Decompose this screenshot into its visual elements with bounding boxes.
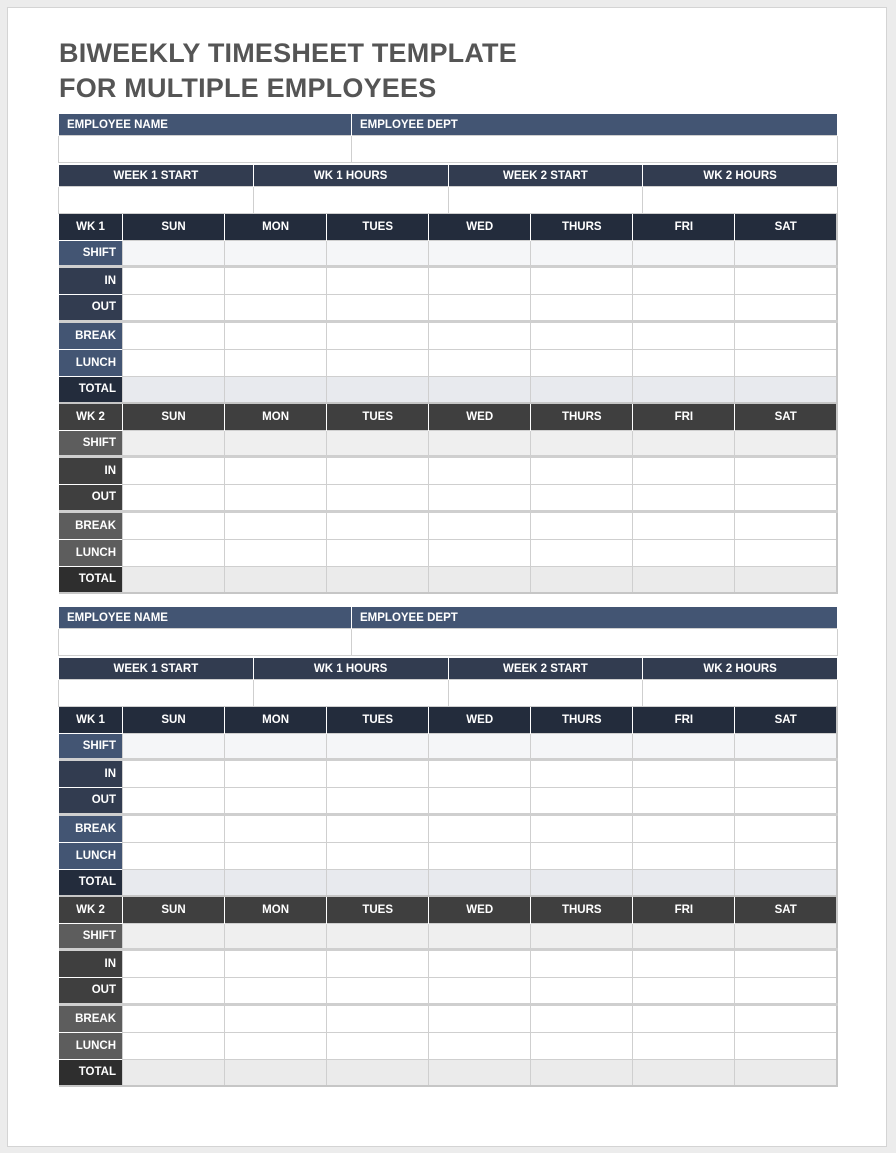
row-in xyxy=(59,949,838,977)
day-header-thurs: THURS xyxy=(531,707,633,733)
cell-in-mon[interactable] xyxy=(225,759,327,787)
cell-lunch-sun[interactable] xyxy=(123,539,225,566)
week-2-grid xyxy=(58,897,838,1087)
day-header-sat: SAT xyxy=(735,897,837,923)
cell-in-thurs[interactable] xyxy=(531,456,633,484)
cell-in-tues[interactable] xyxy=(327,759,429,787)
employee-dept-field[interactable] xyxy=(352,136,838,163)
day-header-fri: FRI xyxy=(633,707,735,733)
cell-total-tues[interactable] xyxy=(327,566,429,593)
cell-lunch-wed[interactable] xyxy=(429,349,531,376)
cell-in-fri[interactable] xyxy=(633,949,735,977)
cell-shift-mon[interactable] xyxy=(225,923,327,949)
cell-shift-sat[interactable] xyxy=(735,923,837,949)
row-label-total: TOTAL xyxy=(59,566,123,593)
cell-shift-fri[interactable] xyxy=(633,240,735,266)
cell-in-tues[interactable] xyxy=(327,266,429,294)
cell-lunch-sat[interactable] xyxy=(735,1032,837,1059)
cell-lunch-thurs[interactable] xyxy=(531,842,633,869)
cell-out-mon[interactable] xyxy=(225,787,327,814)
week-1-grid xyxy=(58,214,838,404)
cell-in-fri[interactable] xyxy=(633,759,735,787)
day-header-fri: FRI xyxy=(633,404,735,430)
week-summary-table xyxy=(58,657,838,707)
cell-total-fri[interactable] xyxy=(633,566,735,593)
wk1-hours-header: WK 1 HOURS xyxy=(253,658,448,680)
day-header-tues: TUES xyxy=(327,897,429,923)
cell-break-fri[interactable] xyxy=(633,321,735,349)
day-header-thurs: THURS xyxy=(531,897,633,923)
cell-break-tues[interactable] xyxy=(327,814,429,842)
cell-break-sat[interactable] xyxy=(735,814,837,842)
day-header-sun: SUN xyxy=(123,214,225,240)
week-2-label: WK 2 xyxy=(59,404,123,430)
day-header-sun: SUN xyxy=(123,404,225,430)
cell-lunch-tues[interactable] xyxy=(327,349,429,376)
cell-break-thurs[interactable] xyxy=(531,511,633,539)
cell-in-mon[interactable] xyxy=(225,266,327,294)
cell-shift-sat[interactable] xyxy=(735,733,837,759)
row-label-in: IN xyxy=(59,759,123,787)
cell-break-sat[interactable] xyxy=(735,1004,837,1032)
cell-total-sat[interactable] xyxy=(735,376,837,403)
row-label-in: IN xyxy=(59,949,123,977)
row-out xyxy=(59,977,838,1004)
cell-shift-thurs[interactable] xyxy=(531,923,633,949)
cell-lunch-wed[interactable] xyxy=(429,1032,531,1059)
cell-out-fri[interactable] xyxy=(633,787,735,814)
row-label-out: OUT xyxy=(59,787,123,814)
row-label-lunch: LUNCH xyxy=(59,842,123,869)
row-in xyxy=(59,266,838,294)
cell-total-wed[interactable] xyxy=(429,869,531,896)
cell-shift-thurs[interactable] xyxy=(531,240,633,266)
cell-out-sun[interactable] xyxy=(123,294,225,321)
cell-total-thurs[interactable] xyxy=(531,869,633,896)
cell-lunch-wed[interactable] xyxy=(429,539,531,566)
week-2-label: WK 2 xyxy=(59,897,123,923)
cell-break-wed[interactable] xyxy=(429,321,531,349)
wk1-hours-field[interactable] xyxy=(253,680,448,707)
day-header-sun: SUN xyxy=(123,897,225,923)
cell-out-tues[interactable] xyxy=(327,787,429,814)
cell-break-wed[interactable] xyxy=(429,511,531,539)
row-total xyxy=(59,376,838,403)
employee-name-header: EMPLOYEE NAME xyxy=(59,607,352,629)
row-label-out: OUT xyxy=(59,294,123,321)
cell-shift-sun[interactable] xyxy=(123,923,225,949)
cell-total-fri[interactable] xyxy=(633,1059,735,1086)
row-out xyxy=(59,787,838,814)
cell-total-thurs[interactable] xyxy=(531,1059,633,1086)
row-lunch xyxy=(59,349,838,376)
day-header-sat: SAT xyxy=(735,404,837,430)
employee-info-table xyxy=(58,113,838,163)
cell-lunch-sun[interactable] xyxy=(123,1032,225,1059)
employee-dept-header: EMPLOYEE DEPT xyxy=(352,607,838,629)
cell-out-fri[interactable] xyxy=(633,484,735,511)
cell-shift-sun[interactable] xyxy=(123,733,225,759)
day-header-wed: WED xyxy=(429,897,531,923)
row-total xyxy=(59,1059,838,1086)
row-total xyxy=(59,869,838,896)
cell-lunch-tues[interactable] xyxy=(327,842,429,869)
cell-in-thurs[interactable] xyxy=(531,759,633,787)
cell-in-thurs[interactable] xyxy=(531,266,633,294)
row-shift xyxy=(59,240,838,266)
day-header-mon: MON xyxy=(225,707,327,733)
wk2-hours-header: WK 2 HOURS xyxy=(643,658,838,680)
cell-break-mon[interactable] xyxy=(225,814,327,842)
cell-shift-mon[interactable] xyxy=(225,733,327,759)
cell-out-sun[interactable] xyxy=(123,977,225,1004)
day-header-wed: WED xyxy=(429,707,531,733)
cell-total-tues[interactable] xyxy=(327,376,429,403)
cell-total-tues[interactable] xyxy=(327,1059,429,1086)
row-label-total: TOTAL xyxy=(59,869,123,896)
cell-total-sun[interactable] xyxy=(123,1059,225,1086)
cell-break-fri[interactable] xyxy=(633,511,735,539)
cell-break-thurs[interactable] xyxy=(531,321,633,349)
cell-out-wed[interactable] xyxy=(429,977,531,1004)
cell-total-fri[interactable] xyxy=(633,869,735,896)
cell-in-sun[interactable] xyxy=(123,759,225,787)
cell-out-wed[interactable] xyxy=(429,294,531,321)
cell-total-tues[interactable] xyxy=(327,869,429,896)
cell-total-thurs[interactable] xyxy=(531,376,633,403)
document-page xyxy=(7,7,887,1147)
cell-total-sun[interactable] xyxy=(123,376,225,403)
cell-in-tues[interactable] xyxy=(327,949,429,977)
cell-shift-sat[interactable] xyxy=(735,240,837,266)
cell-lunch-sat[interactable] xyxy=(735,349,837,376)
wk1-hours-header: WK 1 HOURS xyxy=(253,165,448,187)
row-label-lunch: LUNCH xyxy=(59,349,123,376)
cell-total-mon[interactable] xyxy=(225,376,327,403)
cell-out-wed[interactable] xyxy=(429,787,531,814)
cell-break-sun[interactable] xyxy=(123,1004,225,1032)
cell-lunch-thurs[interactable] xyxy=(531,539,633,566)
cell-out-sat[interactable] xyxy=(735,977,837,1004)
cell-total-wed[interactable] xyxy=(429,1059,531,1086)
day-header-mon: MON xyxy=(225,214,327,240)
week1-start-field[interactable] xyxy=(59,187,254,214)
cell-total-wed[interactable] xyxy=(429,566,531,593)
cell-in-mon[interactable] xyxy=(225,456,327,484)
cell-out-mon[interactable] xyxy=(225,484,327,511)
cell-in-wed[interactable] xyxy=(429,266,531,294)
cell-break-tues[interactable] xyxy=(327,511,429,539)
cell-out-thurs[interactable] xyxy=(531,787,633,814)
row-total xyxy=(59,566,838,593)
week-summary-table xyxy=(58,164,838,214)
row-out xyxy=(59,484,838,511)
cell-lunch-thurs[interactable] xyxy=(531,1032,633,1059)
cell-total-sun[interactable] xyxy=(123,566,225,593)
cell-break-mon[interactable] xyxy=(225,1004,327,1032)
cell-shift-fri[interactable] xyxy=(633,733,735,759)
cell-break-sun[interactable] xyxy=(123,814,225,842)
cell-out-tues[interactable] xyxy=(327,484,429,511)
cell-shift-mon[interactable] xyxy=(225,240,327,266)
cell-break-fri[interactable] xyxy=(633,814,735,842)
cell-out-sat[interactable] xyxy=(735,294,837,321)
employee-dept-header: EMPLOYEE DEPT xyxy=(352,114,838,136)
row-label-in: IN xyxy=(59,266,123,294)
day-header-wed: WED xyxy=(429,214,531,240)
week1-start-header: WEEK 1 START xyxy=(59,658,254,680)
cell-break-tues[interactable] xyxy=(327,1004,429,1032)
week-2-grid xyxy=(58,404,838,594)
cell-lunch-tues[interactable] xyxy=(327,539,429,566)
cell-in-wed[interactable] xyxy=(429,949,531,977)
row-break xyxy=(59,321,838,349)
employee-timesheet-block xyxy=(58,606,838,1087)
day-header-wed: WED xyxy=(429,404,531,430)
row-lunch xyxy=(59,842,838,869)
cell-shift-tues[interactable] xyxy=(327,240,429,266)
wk2-hours-field[interactable] xyxy=(643,680,838,707)
cell-total-sat[interactable] xyxy=(735,1059,837,1086)
employee-info-table xyxy=(58,606,838,656)
cell-total-mon[interactable] xyxy=(225,1059,327,1086)
day-header-fri: FRI xyxy=(633,897,735,923)
cell-out-tues[interactable] xyxy=(327,977,429,1004)
cell-break-thurs[interactable] xyxy=(531,814,633,842)
title-line-1: BIWEEKLY TIMESHEET TEMPLATE xyxy=(59,38,517,68)
cell-break-tues[interactable] xyxy=(327,321,429,349)
cell-shift-mon[interactable] xyxy=(225,430,327,456)
cell-lunch-tues[interactable] xyxy=(327,1032,429,1059)
cell-break-sun[interactable] xyxy=(123,321,225,349)
cell-in-sat[interactable] xyxy=(735,456,837,484)
day-header-tues: TUES xyxy=(327,707,429,733)
row-label-shift: SHIFT xyxy=(59,240,123,266)
day-header-thurs: THURS xyxy=(531,214,633,240)
cell-in-sun[interactable] xyxy=(123,456,225,484)
cell-total-mon[interactable] xyxy=(225,869,327,896)
day-header-tues: TUES xyxy=(327,404,429,430)
cell-lunch-fri[interactable] xyxy=(633,842,735,869)
cell-shift-tues[interactable] xyxy=(327,733,429,759)
cell-shift-sat[interactable] xyxy=(735,430,837,456)
cell-lunch-fri[interactable] xyxy=(633,1032,735,1059)
employee-name-header: EMPLOYEE NAME xyxy=(59,114,352,136)
row-label-break: BREAK xyxy=(59,1004,123,1032)
row-shift xyxy=(59,430,838,456)
row-label-lunch: LUNCH xyxy=(59,539,123,566)
cell-lunch-sat[interactable] xyxy=(735,842,837,869)
cell-in-mon[interactable] xyxy=(225,949,327,977)
cell-in-wed[interactable] xyxy=(429,456,531,484)
cell-lunch-mon[interactable] xyxy=(225,842,327,869)
row-label-shift: SHIFT xyxy=(59,923,123,949)
row-label-out: OUT xyxy=(59,977,123,1004)
week-1-label: WK 1 xyxy=(59,707,123,733)
cell-out-wed[interactable] xyxy=(429,484,531,511)
cell-lunch-mon[interactable] xyxy=(225,539,327,566)
cell-break-wed[interactable] xyxy=(429,1004,531,1032)
cell-break-thurs[interactable] xyxy=(531,1004,633,1032)
cell-in-thurs[interactable] xyxy=(531,949,633,977)
cell-shift-fri[interactable] xyxy=(633,430,735,456)
row-label-shift: SHIFT xyxy=(59,430,123,456)
cell-shift-wed[interactable] xyxy=(429,733,531,759)
row-label-total: TOTAL xyxy=(59,376,123,403)
cell-shift-tues[interactable] xyxy=(327,430,429,456)
row-break xyxy=(59,1004,838,1032)
cell-in-fri[interactable] xyxy=(633,266,735,294)
day-header-tues: TUES xyxy=(327,214,429,240)
cell-shift-tues[interactable] xyxy=(327,923,429,949)
day-header-mon: MON xyxy=(225,897,327,923)
row-label-lunch: LUNCH xyxy=(59,1032,123,1059)
cell-total-sun[interactable] xyxy=(123,869,225,896)
cell-out-thurs[interactable] xyxy=(531,977,633,1004)
row-break xyxy=(59,511,838,539)
cell-lunch-mon[interactable] xyxy=(225,349,327,376)
employee-name-field[interactable] xyxy=(59,136,352,163)
row-label-total: TOTAL xyxy=(59,1059,123,1086)
week1-start-header: WEEK 1 START xyxy=(59,165,254,187)
cell-break-sat[interactable] xyxy=(735,321,837,349)
wk2-hours-field[interactable] xyxy=(643,187,838,214)
day-header-sat: SAT xyxy=(735,707,837,733)
cell-out-sun[interactable] xyxy=(123,787,225,814)
cell-break-fri[interactable] xyxy=(633,1004,735,1032)
row-lunch xyxy=(59,539,838,566)
wk1-hours-field[interactable] xyxy=(253,187,448,214)
title-line-2: FOR MULTIPLE EMPLOYEES xyxy=(59,73,437,103)
employee-name-field[interactable] xyxy=(59,629,352,656)
row-shift xyxy=(59,733,838,759)
cell-break-mon[interactable] xyxy=(225,511,327,539)
row-break xyxy=(59,814,838,842)
row-in xyxy=(59,759,838,787)
row-label-break: BREAK xyxy=(59,511,123,539)
row-label-break: BREAK xyxy=(59,321,123,349)
row-out xyxy=(59,294,838,321)
cell-in-sat[interactable] xyxy=(735,266,837,294)
cell-in-sat[interactable] xyxy=(735,949,837,977)
wk2-hours-header: WK 2 HOURS xyxy=(643,165,838,187)
cell-lunch-mon[interactable] xyxy=(225,1032,327,1059)
cell-break-sat[interactable] xyxy=(735,511,837,539)
cell-lunch-sun[interactable] xyxy=(123,349,225,376)
cell-shift-wed[interactable] xyxy=(429,430,531,456)
cell-out-fri[interactable] xyxy=(633,294,735,321)
cell-break-mon[interactable] xyxy=(225,321,327,349)
cell-in-fri[interactable] xyxy=(633,456,735,484)
cell-out-tues[interactable] xyxy=(327,294,429,321)
cell-break-sun[interactable] xyxy=(123,511,225,539)
cell-out-sat[interactable] xyxy=(735,787,837,814)
week1-start-field[interactable] xyxy=(59,680,254,707)
day-header-mon: MON xyxy=(225,404,327,430)
cell-break-wed[interactable] xyxy=(429,814,531,842)
cell-total-sat[interactable] xyxy=(735,869,837,896)
cell-lunch-fri[interactable] xyxy=(633,539,735,566)
cell-in-tues[interactable] xyxy=(327,456,429,484)
cell-out-mon[interactable] xyxy=(225,977,327,1004)
row-in xyxy=(59,456,838,484)
cell-shift-sun[interactable] xyxy=(123,240,225,266)
cell-total-thurs[interactable] xyxy=(531,566,633,593)
cell-shift-wed[interactable] xyxy=(429,923,531,949)
cell-shift-sun[interactable] xyxy=(123,430,225,456)
week-1-grid xyxy=(58,707,838,897)
day-header-fri: FRI xyxy=(633,214,735,240)
cell-out-thurs[interactable] xyxy=(531,484,633,511)
cell-lunch-thurs[interactable] xyxy=(531,349,633,376)
day-header-sun: SUN xyxy=(123,707,225,733)
cell-out-thurs[interactable] xyxy=(531,294,633,321)
cell-total-mon[interactable] xyxy=(225,566,327,593)
employee-dept-field[interactable] xyxy=(352,629,838,656)
cell-in-wed[interactable] xyxy=(429,759,531,787)
cell-out-sun[interactable] xyxy=(123,484,225,511)
week2-start-field[interactable] xyxy=(448,187,643,214)
cell-in-sat[interactable] xyxy=(735,759,837,787)
cell-out-mon[interactable] xyxy=(225,294,327,321)
week2-start-header: WEEK 2 START xyxy=(448,165,643,187)
cell-in-sun[interactable] xyxy=(123,949,225,977)
cell-total-wed[interactable] xyxy=(429,376,531,403)
cell-lunch-wed[interactable] xyxy=(429,842,531,869)
week2-start-field[interactable] xyxy=(448,680,643,707)
cell-shift-wed[interactable] xyxy=(429,240,531,266)
cell-lunch-sun[interactable] xyxy=(123,842,225,869)
cell-lunch-sat[interactable] xyxy=(735,539,837,566)
row-label-break: BREAK xyxy=(59,814,123,842)
cell-shift-fri[interactable] xyxy=(633,923,735,949)
week-1-label: WK 1 xyxy=(59,214,123,240)
cell-total-sat[interactable] xyxy=(735,566,837,593)
day-header-thurs: THURS xyxy=(531,404,633,430)
cell-in-sun[interactable] xyxy=(123,266,225,294)
week2-start-header: WEEK 2 START xyxy=(448,658,643,680)
cell-lunch-fri[interactable] xyxy=(633,349,735,376)
row-shift xyxy=(59,923,838,949)
cell-out-sat[interactable] xyxy=(735,484,837,511)
page-title xyxy=(59,36,517,106)
row-label-shift: SHIFT xyxy=(59,733,123,759)
cell-out-fri[interactable] xyxy=(633,977,735,1004)
cell-shift-thurs[interactable] xyxy=(531,733,633,759)
employee-timesheet-block xyxy=(58,113,838,594)
row-label-in: IN xyxy=(59,456,123,484)
row-lunch xyxy=(59,1032,838,1059)
cell-shift-thurs[interactable] xyxy=(531,430,633,456)
cell-total-fri[interactable] xyxy=(633,376,735,403)
day-header-sat: SAT xyxy=(735,214,837,240)
row-label-out: OUT xyxy=(59,484,123,511)
